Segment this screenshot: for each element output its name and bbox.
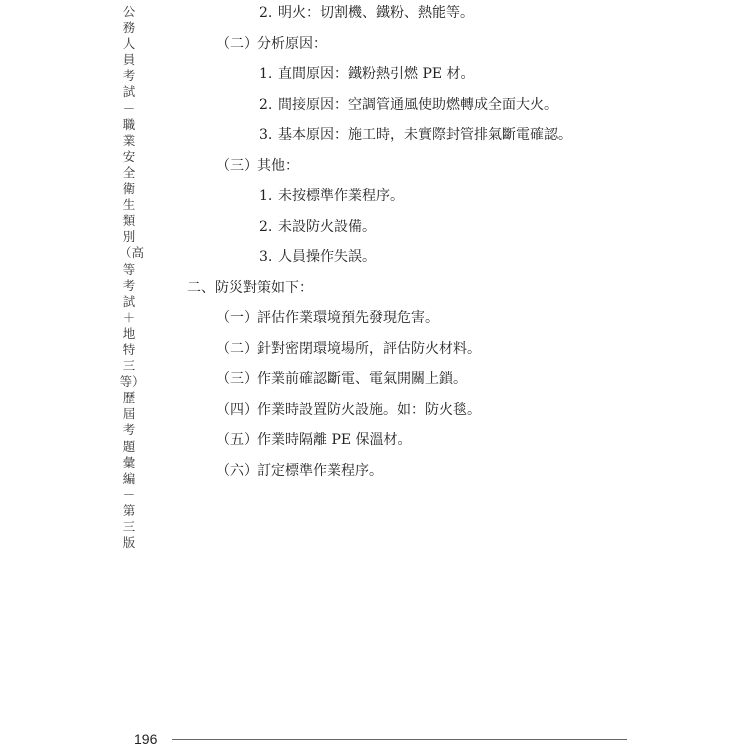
item-text: 明火：切割機、鐵粉、熱能等。 (278, 5, 474, 21)
section-number: （三） (216, 158, 258, 174)
item-text: 人員操作失誤。 (278, 249, 376, 265)
item-text: 未按標準作業程序。 (278, 188, 404, 204)
page-number: 196 (134, 731, 158, 747)
item-text: 針對密閉環境場所，評估防火材料。 (257, 341, 481, 357)
section-heading: 分析原因： (257, 36, 327, 52)
item-text: 基本原因：施工時，未實際封管排氣斷電確認。 (278, 127, 572, 143)
item-text: 作業時隔離 PE 保溫材。 (257, 432, 412, 448)
answer-line (216, 462, 383, 480)
answer-line (259, 4, 474, 22)
section-number: （五） (216, 432, 258, 448)
section-number: （二） (216, 36, 258, 52)
answer-line (216, 340, 481, 358)
answer-line (259, 96, 558, 114)
item-number: 2. (259, 5, 273, 21)
answer-line (216, 35, 327, 53)
footer-rule (172, 739, 627, 740)
answer-line (259, 218, 376, 236)
item-number: 3. (259, 249, 273, 265)
section-number: （六） (216, 463, 258, 479)
item-text: 評估作業環境預先發現危害。 (257, 310, 439, 326)
item-number: 1. (259, 188, 273, 204)
answer-line (216, 431, 412, 449)
section-number: （三） (216, 371, 258, 387)
item-text: 訂定標準作業程序。 (257, 463, 383, 479)
section-number: （四） (216, 402, 258, 418)
section-heading: 防災對策如下： (215, 280, 313, 296)
item-text: 直間原因：鐵粉熱引燃 PE 材。 (278, 66, 475, 82)
answer-line (259, 65, 475, 83)
answer-line (216, 401, 481, 419)
item-text: 作業時設置防火設施。如：防火毯。 (257, 402, 481, 418)
item-number: 1. (259, 66, 273, 82)
item-number: 3. (259, 127, 273, 143)
item-text: 間接原因：空調管通風使助燃轉成全面大火。 (278, 97, 558, 113)
section-number: （二） (216, 341, 258, 357)
answer-line (216, 370, 467, 388)
answer-line (259, 187, 404, 205)
item-number: 2. (259, 97, 273, 113)
item-text: 未設防火設備。 (278, 219, 376, 235)
section-number: 二、 (187, 280, 215, 296)
answer-line (259, 126, 572, 144)
item-text: 作業前確認斷電、電氣開關上鎖。 (257, 371, 467, 387)
answer-line (187, 279, 313, 297)
running-header-vertical: 公務人員考試－職業安全衛生類別（高等考試＋地特三等）歷屆考題彙編－第三版 (119, 4, 145, 551)
item-number: 2. (259, 219, 273, 235)
answer-line (216, 157, 299, 175)
section-number: （一） (216, 310, 258, 326)
answer-line (259, 248, 376, 266)
section-heading: 其他： (257, 158, 299, 174)
answer-line (216, 309, 439, 327)
